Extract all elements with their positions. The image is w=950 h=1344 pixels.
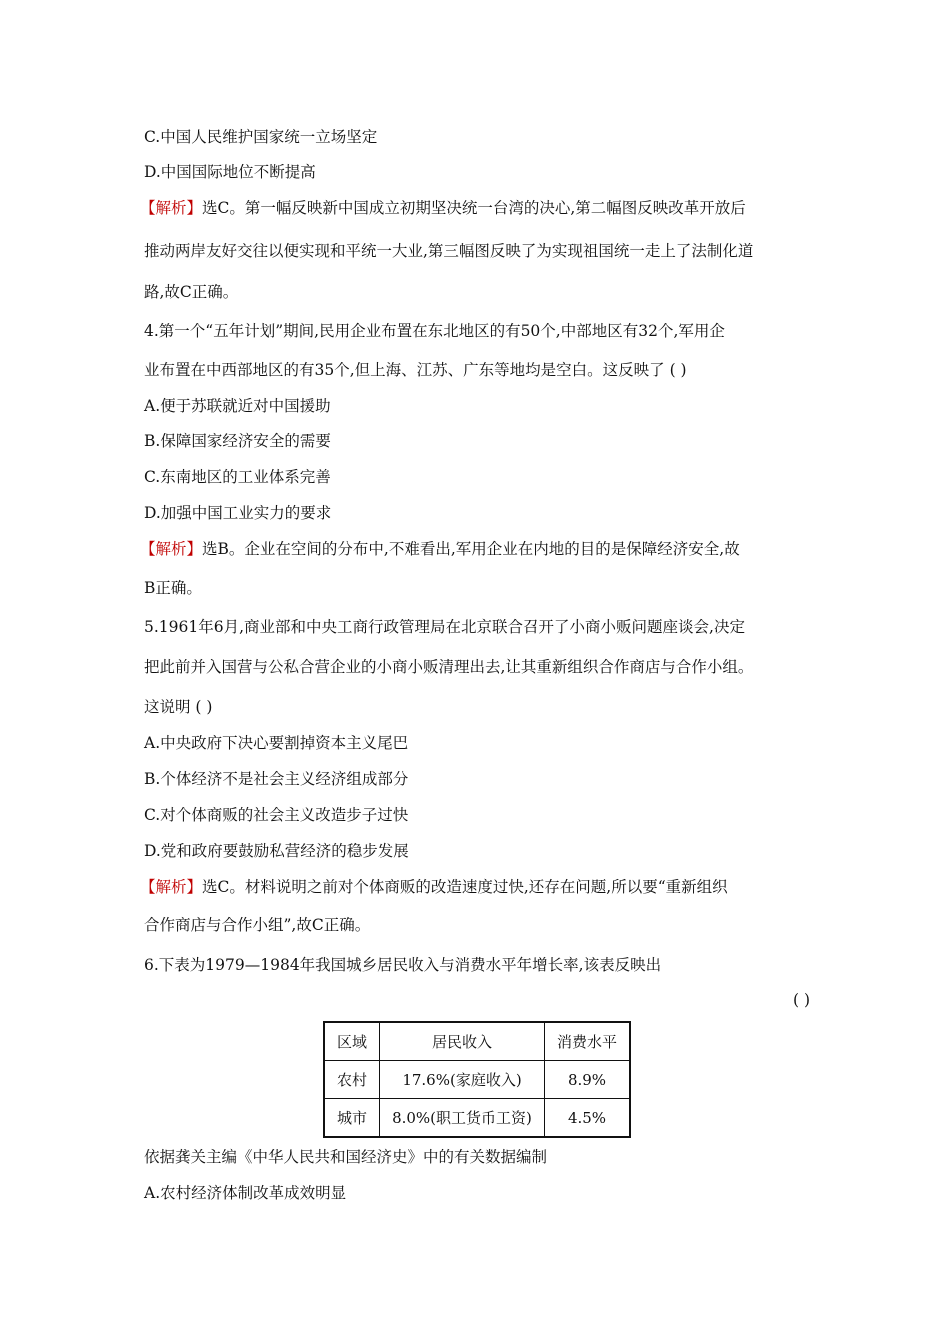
- q3-option-d: D.中国国际地位不断提高: [144, 163, 316, 181]
- q5-analysis-line-1: 【解析】选C。材料说明之前对个体商贩的改造速度过快,还存在问题,所以要“重新组织: [140, 878, 728, 896]
- q4-option-a: A.便于苏联就近对中国援助: [144, 397, 331, 415]
- table-cell: 8.9%: [545, 1061, 631, 1099]
- table-header-cell: 区域: [324, 1022, 380, 1061]
- income-consumption-table: [323, 1021, 631, 1138]
- q5-option-c: C.对个体商贩的社会主义改造步子过快: [144, 806, 409, 824]
- q4-analysis-line-2: B正确。: [144, 579, 202, 597]
- analysis-tag: 【解析】: [140, 540, 203, 558]
- q4-analysis-line-1: 【解析】选B。企业在空间的分布中,不难看出,军用企业在内地的目的是保障经济安全,故: [140, 540, 740, 558]
- q4-option-c: C.东南地区的工业体系完善: [144, 468, 331, 486]
- q6-option-a: A.农村经济体制改革成效明显: [144, 1184, 347, 1202]
- q4-option-d: D.加强中国工业实力的要求: [144, 504, 332, 522]
- table-header-row: [324, 1022, 630, 1061]
- table-row: [324, 1061, 630, 1099]
- table-cell: 17.6%(家庭收入): [380, 1061, 545, 1099]
- q3-option-c: C.中国人民维护国家统一立场坚定: [144, 128, 378, 146]
- table-row: [324, 1099, 630, 1138]
- q6-table-source: 依据龚关主编《中华人民共和国经济史》中的有关数据编制: [144, 1148, 548, 1166]
- q5-option-a: A.中央政府下决心要割掉资本主义尾巴: [144, 734, 409, 752]
- analysis-tag: 【解析】: [140, 878, 203, 896]
- q5-option-d: D.党和政府要鼓励私营经济的稳步发展: [144, 842, 409, 860]
- table-cell: 农村: [324, 1061, 380, 1099]
- q5-option-b: B.个体经济不是社会主义经济组成部分: [144, 770, 409, 788]
- q5-stem-line-3: 这说明 ( ): [144, 698, 213, 716]
- q5-stem-line-1: 5.1961年6月,商业部和中央工商行政管理局在北京联合召开了小商小贩问题座谈会,决定: [144, 618, 745, 636]
- q3-analysis-line-3: 路,故C正确。: [144, 283, 239, 301]
- q6-stem-line-1: 6.下表为1979—1984年我国城乡居民收入与消费水平年增长率,该表反映出: [144, 956, 662, 974]
- table-header-cell: 消费水平: [545, 1022, 631, 1061]
- q4-stem-line-1: 4.第一个“五年计划”期间,民用企业布置在东北地区的有50个,中部地区有32个,军用企: [144, 322, 725, 340]
- q5-analysis-line-2: 合作商店与合作小组”,故C正确。: [144, 916, 371, 934]
- table-header-cell: 居民收入: [380, 1022, 545, 1061]
- q4-stem-line-2: 业布置在中西部地区的有35个,但上海、江苏、广东等地均是空白。这反映了 ( ): [144, 361, 687, 379]
- table-cell: 城市: [324, 1099, 380, 1138]
- q4-option-b: B.保障国家经济安全的需要: [144, 432, 331, 450]
- analysis-tag: 【解析】: [140, 199, 203, 217]
- table-cell: 8.0%(职工货币工资): [380, 1099, 545, 1138]
- q3-analysis-line-2: 推动两岸友好交往以便实现和平统一大业,第三幅图反映了为实现祖国统一走上了法制化道: [144, 242, 754, 260]
- q3-analysis-line-1: 【解析】选C。第一幅反映新中国成立初期坚决统一台湾的决心,第二幅图反映改革开放后: [140, 199, 746, 217]
- table-cell: 4.5%: [545, 1099, 631, 1138]
- q5-stem-line-2: 把此前并入国营与公私合营企业的小商小贩清理出去,让其重新组织合作商店与合作小组。: [144, 658, 754, 676]
- q6-answer-paren: ( ): [792, 991, 810, 1009]
